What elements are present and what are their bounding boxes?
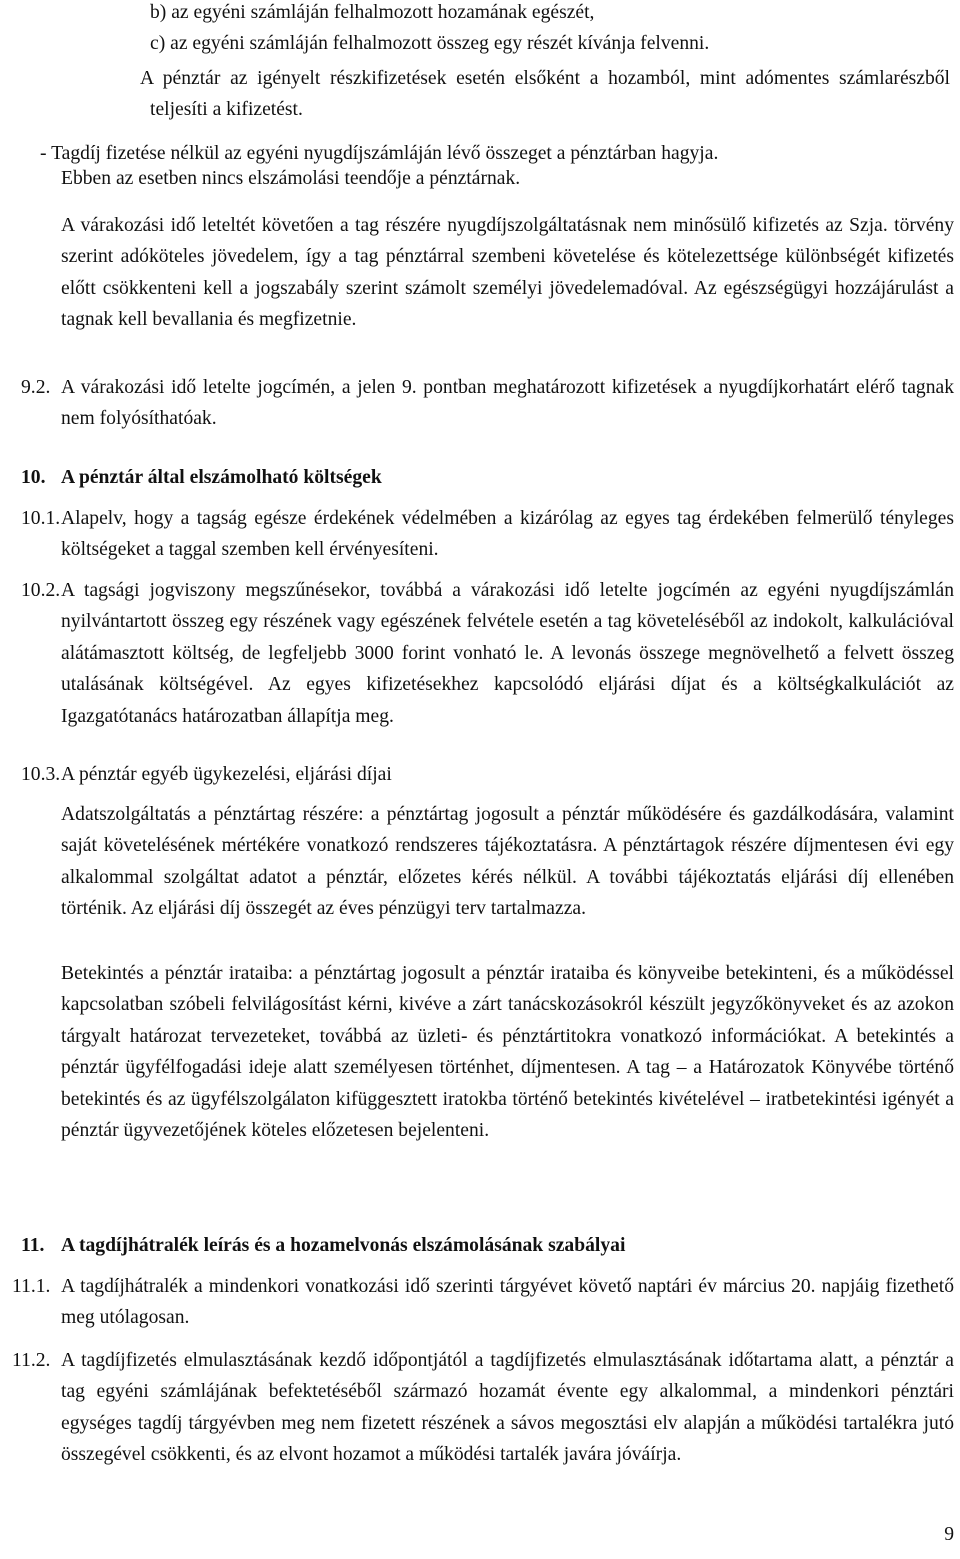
partial-payment-note: A pénztár az igényelt részkifizetések esetén elsőként a hozamból, mint adómentes számlarészből teljesíti a kifizetést. bbox=[140, 68, 950, 121]
section-number: 11. bbox=[21, 1235, 45, 1256]
section-number: 11.2. bbox=[12, 1350, 51, 1371]
after-waiting-paragraph: A várakozási idő leteltét követően a tag részére nyugdíjszolgáltatásnak nem minősülő kifizetés az Szja. törvény szerint adóköteles jövedelem, így a tag pénztárral szembeni követelése és kötelezettsége különbségét kifizetés előtt csökkenteni kell a jogszabály szerint számolt személyi jövedelemadóval. Az egészségügyi hozzájárulást a tagnak kell bevallania és megfizetnie. bbox=[61, 215, 954, 331]
list-item-c: c) az egyéni számláján felhalmozott összeg egy részét kívánja felvenni. bbox=[150, 33, 710, 54]
section-number: 11.1. bbox=[12, 1276, 51, 1297]
no-settlement-line: Ebben az esetben nincs elszámolási teendője a pénztárnak. bbox=[61, 168, 521, 189]
section-title: A tagdíjhátralék leírás és a hozamelvonás elszámolásának szabályai bbox=[61, 1235, 626, 1256]
inspection-paragraph: Betekintés a pénztár irataiba: a pénztártag jogosult a pénztár irataiba és könyveibe betekinteni, és a működéssel kapcsolatban szóbeli felvilágosítást kérni, kivéve a zárt tanácskozásokról készült jegyzőkönyveket és az azokon tárgyalt határozat tervezeteket, továbbá az üzleti- és pénztártitokra vonatkozó információkat. A betekintés a pénztár ügyfélfogadási ideje alatt személyesen történhet, díjmentesen. A tag – a Határozatok Könyvébe történő betekintés és az ügyfélszolgálaton kifüggesztett iratokba történő betekintés kivételével – iratbetekintési igényét a pénztár ügyvezetőjének köteles előzetesen bejelenteni. bbox=[61, 963, 954, 1142]
list-item-b: b) az egyéni számláján felhalmozott hozamának egészét, bbox=[150, 2, 595, 23]
section-number: 10.3. bbox=[21, 764, 61, 785]
section-number: 10.1. bbox=[21, 508, 61, 529]
page-number: 9 bbox=[944, 1524, 954, 1545]
section-text: A tagsági jogviszony megszűnésekor, továbbá a várakozási idő letelte jogcímén az egyéni nyugdíjszámlán nyilvántartott összeg egy részének vagy egészének felvétele esetén a tag követeléséből az indokolt, kalkulációval alátámasztott költség, de legfeljebb 3000 forint vonható le. A levonás összege megnövelhető a felvett összeg utalásának költségével. Az egyes kifizetésekhez kapcsolódó eljárási díjat és a költségkalkulációt az Igazgatótanács határozatban állapítja meg. bbox=[61, 580, 954, 727]
section-text: Alapelv, hogy a tagság egésze érdekének védelmében a kizárólag az egyes tag érdekében felmerülő tényleges költségeket a taggal szemben kell érvényesíteni. bbox=[61, 508, 954, 561]
section-text: A tagdíjhátralék a mindenkori vonatkozási idő szerinti tárgyévet követő naptári év március 20. napjáig fizethető meg utólagosan. bbox=[61, 1276, 954, 1329]
section-number: 10.2. bbox=[21, 580, 61, 601]
data-service-paragraph: Adatszolgáltatás a pénztártag részére: a pénztártag jogosult a pénztár működésére és gazdálkodására, valamint saját követelésének mértékére vonatkozó rendszeres tájékoztatásra. A pénztártagok részére díjmentesen évi egy alkalommal szolgáltat adatot a pénztár, előzetes kérés nélkül. A további tájékoztatás eljárási díj ellenében történik. Az eljárási díj összegét az éves pénzügyi terv tartalmazza. bbox=[61, 804, 954, 920]
section-number: 9.2. bbox=[21, 377, 51, 398]
section-text: A várakozási idő letelte jogcímén, a jelen 9. pontban meghatározott kifizetések a nyugdíjkorhatárt elérő tagnak nem folyósíthatóak. bbox=[61, 377, 954, 430]
section-text: A pénztár egyéb ügykezelési, eljárási díjai bbox=[61, 764, 392, 785]
section-number: 10. bbox=[21, 467, 46, 488]
section-title: A pénztár által elszámolható költségek bbox=[61, 467, 382, 488]
section-text: A tagdíjfizetés elmulasztásának kezdő időpontjától a tagdíjfizetés elmulasztásának időtartama alatt, a pénztár a tag egyéni számlájának befektetéséből származó hozamát évente egy alkalommal, a mindenkori pénztári egységes tagdíj tárgyévben meg nem fizetett részének a sávos megosztási elv alapján a működési tartalékra jutó összegével csökkenti, és az elvont hozamot a működési tartalék javára jóváírja. bbox=[61, 1350, 954, 1466]
no-fee-paragraph: - Tagdíj fizetése nélkül az egyéni nyugdíjszámláján lévő összeget a pénztárban hagyja. bbox=[40, 143, 719, 164]
